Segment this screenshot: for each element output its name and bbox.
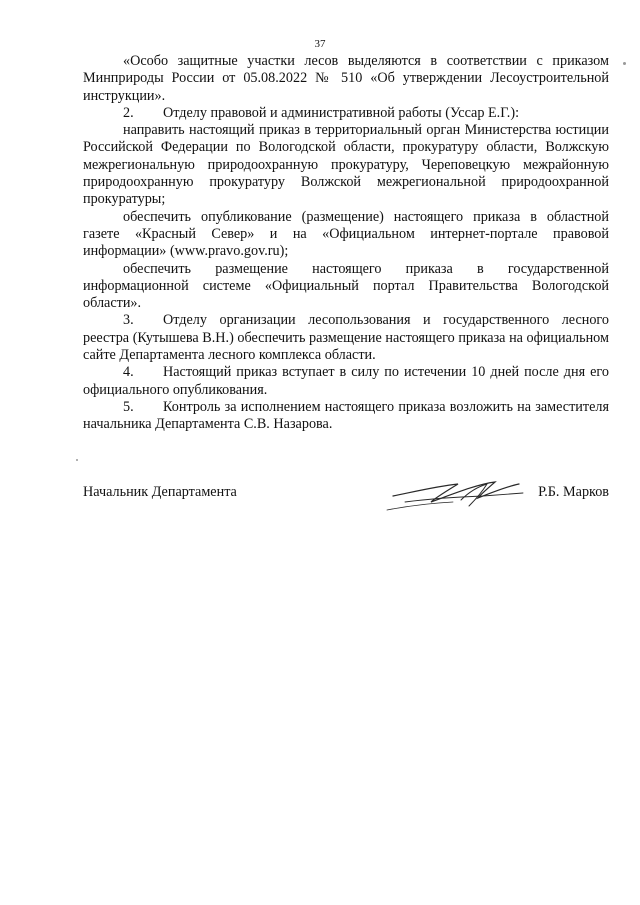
item-number: 5. <box>123 398 134 415</box>
paragraph-item-5 <box>83 399 609 434</box>
paragraph-item-2 <box>83 105 609 122</box>
item-number: 3. <box>123 312 134 329</box>
document-body <box>83 53 609 434</box>
paragraph-text: Отделу организации лесопользования и государственного лесного реестра (Кутышева В.Н.) обеспечить размещение настоящего приказа на официальном сайте Департамента лесного комплекса области. <box>83 312 609 364</box>
handwritten-signature <box>383 472 533 516</box>
item-number: 2. <box>123 104 134 121</box>
paragraph-text: обеспечить размещение настоящего приказа в государственной информационной системе «Официальный портал Правительства Вологодской области». <box>83 260 609 312</box>
scan-speck <box>623 62 626 65</box>
scan-speck <box>76 459 78 461</box>
paragraph-text: направить настоящий приказ в территориальный орган Министерства юстиции Российской Федерации по Вологодской области, прокуратуру области, Волжскую межрегиональную природоохранную прокуратуру, Череповецкую межрайонную природоохранную прокуратуру Волжской межрегиональной природоохранной прокуратуры; <box>83 122 609 208</box>
paragraph-publish-order <box>83 209 609 261</box>
position-title: Начальник Департамента <box>83 484 237 500</box>
paragraph-quote-end <box>83 53 609 105</box>
paragraph-text: «Особо защитные участки лесов выделяются в соответствии с приказом Минприроды России от 05.08.2022 № 510 «Об утверждении Лесоустроительной инструкции». <box>83 53 609 104</box>
paragraph-text: обеспечить опубликование (размещение) настоящего приказа в областной газете «Красный Север» и на «Официальном интернет-портале правовой информации» (www.pravo.gov.ru); <box>83 208 609 260</box>
signature-block <box>83 484 609 524</box>
paragraph-send-order <box>83 122 609 208</box>
paragraph-text: Отделу правовой и административной работы (Уссар Е.Г.): <box>163 104 520 121</box>
paragraph-item-4 <box>83 364 609 399</box>
item-number: 4. <box>123 364 134 381</box>
paragraph-item-3 <box>83 312 609 364</box>
paragraph-text: Настоящий приказ вступает в силу по истечении 10 дней после дня его официального опубликования. <box>83 364 609 398</box>
paragraph-text: Контроль за исполнением настоящего приказа возложить на заместителя начальника Департамента С.В. Назарова. <box>83 398 609 433</box>
paragraph-post-order <box>83 261 609 313</box>
signer-name: Р.Б. Марков <box>538 484 609 500</box>
page-number: 37 <box>314 38 326 50</box>
